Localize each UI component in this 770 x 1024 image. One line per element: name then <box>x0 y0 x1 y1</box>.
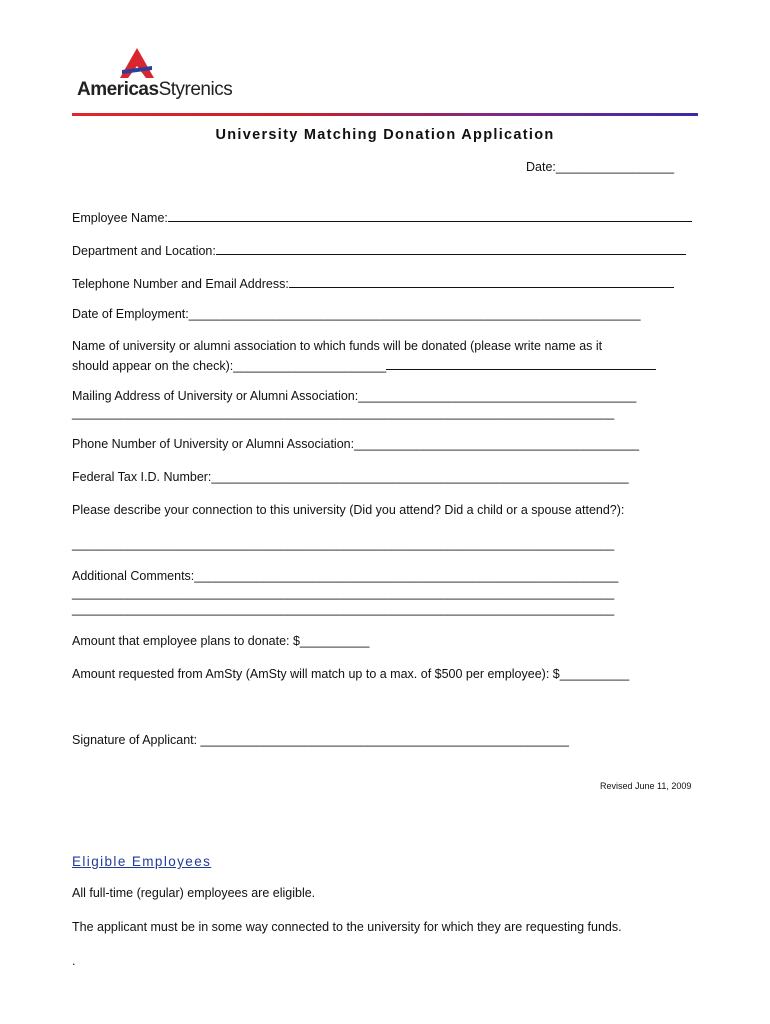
federal-tax-field[interactable]: Federal Tax I.D. Number:____________________________________________________________ <box>72 470 629 484</box>
telephone-email-line[interactable] <box>289 274 674 288</box>
org-name-label: should appear on the check):______________________ <box>72 359 387 373</box>
eligible-line-2: The applicant must be in some way connected to the university for which they are requesting funds. <box>72 920 622 934</box>
connection-prompt: Please describe your connection to this university (Did you attend? Did a child or a spouse attend?): <box>72 503 625 517</box>
eligible-employees-heading: Eligible Employees <box>72 854 212 869</box>
org-name-line[interactable] <box>386 356 656 370</box>
additional-comments-line-2[interactable]: ______________________________________________________________________________ <box>72 602 615 616</box>
telephone-email-label: Telephone Number and Email Address: <box>72 277 289 291</box>
telephone-email-field[interactable] <box>72 274 674 291</box>
logo-light-text: Styrenics <box>158 79 233 100</box>
date-field[interactable]: Date:_________________ <box>526 160 675 174</box>
page-title: University Matching Donation Application <box>215 127 555 143</box>
department-line[interactable] <box>216 241 686 255</box>
employee-name-line[interactable] <box>168 208 692 222</box>
revised-date: Revised June 11, 2009 <box>600 781 692 791</box>
company-logo <box>77 79 232 101</box>
additional-comments-field[interactable]: Additional Comments:_____________________________________________________________ <box>72 569 619 583</box>
additional-comments-line-1[interactable]: ______________________________________________________________________________ <box>72 586 615 600</box>
date-employment-field[interactable]: Date of Employment:_________________________________________________________________ <box>72 307 641 321</box>
logo-bold-text: Americas <box>77 79 159 100</box>
org-name-field[interactable] <box>72 356 656 373</box>
phone-university-field[interactable]: Phone Number of University or Alumni Association:_________________________________________ <box>72 437 640 451</box>
mailing-address-cont[interactable]: ______________________________________________________________________________ <box>72 406 615 420</box>
amount-requested-field[interactable]: Amount requested from AmSty (AmSty will match up to a max. of $500 per employee): $__________ <box>72 667 630 681</box>
mailing-address-field[interactable]: Mailing Address of University or Alumni Association:________________________________________ <box>72 389 637 403</box>
connection-line[interactable]: ______________________________________________________________________________ <box>72 537 615 551</box>
department-label: Department and Location: <box>72 244 216 258</box>
department-field[interactable] <box>72 241 686 258</box>
eligible-line-3: . <box>72 954 76 968</box>
signature-field[interactable]: Signature of Applicant: _____________________________________________________ <box>72 733 570 747</box>
header-rule <box>72 113 698 116</box>
org-name-prompt-1: Name of university or alumni association to which funds will be donated (please write name as it <box>72 339 603 353</box>
amount-plan-field[interactable]: Amount that employee plans to donate: $__________ <box>72 634 370 648</box>
employee-name-field[interactable] <box>72 208 692 225</box>
eligible-line-1: All full-time (regular) employees are eligible. <box>72 886 316 900</box>
employee-name-label: Employee Name: <box>72 211 168 225</box>
logo-triangle-icon <box>118 46 156 80</box>
